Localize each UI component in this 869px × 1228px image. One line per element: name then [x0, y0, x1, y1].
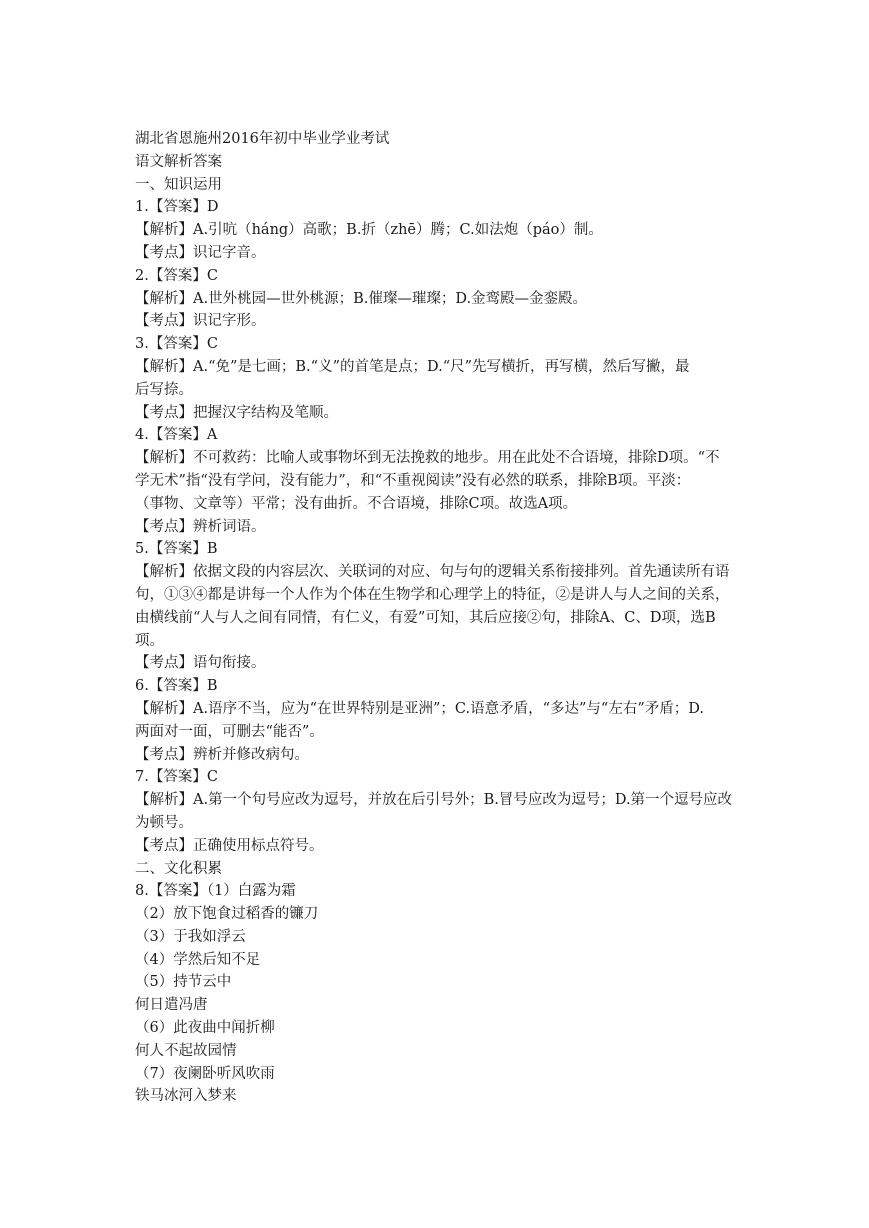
explanation-line: 句，①③④都是讲每一个人作为个体在生物学和心理学上的特征，②是讲人与人之间的关系，: [135, 586, 730, 603]
doc-title: 湖北省恩施州2016年初中毕业学业考试: [135, 131, 390, 147]
answer-line: 4.【答案】A: [135, 427, 218, 444]
answer-line: 3.【答案】C: [135, 336, 218, 353]
explanation-line: 项。: [135, 632, 164, 649]
key-point-line: 【考点】识记字音。: [135, 244, 266, 261]
key-point-line: 【考点】辨析并修改病句。: [135, 746, 309, 763]
key-point-line: 【考点】语句衔接。: [135, 655, 266, 672]
poem-line: 何日遣冯唐: [135, 997, 208, 1014]
poem-line: （5）持节云中: [135, 974, 232, 991]
key-point-line: 【考点】辨析词语。: [135, 518, 266, 535]
key-point-line: 【考点】识记字形。: [135, 313, 266, 330]
answer-line: 6.【答案】B: [135, 678, 218, 695]
section-heading: 二、文化积累: [135, 860, 222, 877]
poem-line: （2）放下饱食过稻香的镰刀: [135, 906, 319, 923]
explanation-line: 后写捺。: [135, 381, 193, 398]
explanation-line: 【解析】依据文段的内容层次、关联词的对应、句与句的逻辑关系衔接排列。首先通读所有语: [135, 564, 730, 581]
poem-line: （3）于我如浮云: [135, 928, 246, 945]
answer-line: 1.【答案】D: [135, 199, 219, 216]
explanation-line: 【解析】A.语序不当，应为“在世界特别是亚洲”；C.语意矛盾，“多达”与“左右”矛盾；D.: [135, 700, 704, 717]
explanation-line: 【解析】A.引吭（háng）高歌；B.折（zhē）腾；C.如法炮（páo）制。: [135, 222, 603, 239]
poem-line: （4）学然后知不足: [135, 951, 261, 968]
explanation-line: 学无术”指“没有学问，没有能力”，和“不重视阅读”没有必然的联系，排除B项。平淡：: [135, 472, 691, 489]
answer-line: 5.【答案】B: [135, 541, 218, 558]
poem-line: 何人不起故园情: [135, 1042, 237, 1059]
key-point-line: 【考点】把握汉字结构及笔顺。: [135, 404, 338, 421]
key-point-line: 【考点】正确使用标点符号。: [135, 837, 324, 854]
poem-line: （7）夜阑卧听风吹雨: [135, 1065, 275, 1082]
doc-subtitle: 语文解析答案: [135, 153, 222, 170]
explanation-line: 为顿号。: [135, 814, 193, 831]
answer-line: 7.【答案】C: [135, 769, 218, 786]
section-heading: 一、知识运用: [135, 176, 222, 193]
explanation-line: 【解析】不可救药：比喻人或事物坏到无法挽救的地步。用在此处不合语境，排除D项。“不: [135, 450, 720, 467]
answer-line: 8.【答案】（1）白露为霜: [135, 883, 296, 900]
explanation-line: 由横线前“人与人之间有同情，有仁义，有爱”可知，其后应接②句，排除A、C、D项，选B: [135, 609, 716, 626]
explanation-line: 【解析】A.第一个句号应改为逗号，并放在后引号外；B.冒号应改为逗号；D.第一个逗号应改: [135, 792, 733, 809]
explanation-line: 两面对一面，可删去“能否”。: [135, 723, 324, 740]
explanation-line: 【解析】A.“免”是七画；B.“义”的首笔是点；D.“尺”先写横折，再写横，然后写撇，最: [135, 358, 690, 375]
answer-line: 2.【答案】C: [135, 267, 218, 284]
poem-line: 铁马冰河入梦来: [135, 1088, 237, 1105]
poem-line: （6）此夜曲中闻折柳: [135, 1020, 275, 1037]
explanation-line: （事物、文章等）平常；没有曲折。不合语境，排除C项。故选A项。: [135, 495, 578, 512]
document-body: [135, 128, 795, 1108]
explanation-line: 【解析】A.世外桃园—世外桃源；B.催璨—璀璨；D.金鸾殿—金銮殿。: [135, 290, 588, 307]
